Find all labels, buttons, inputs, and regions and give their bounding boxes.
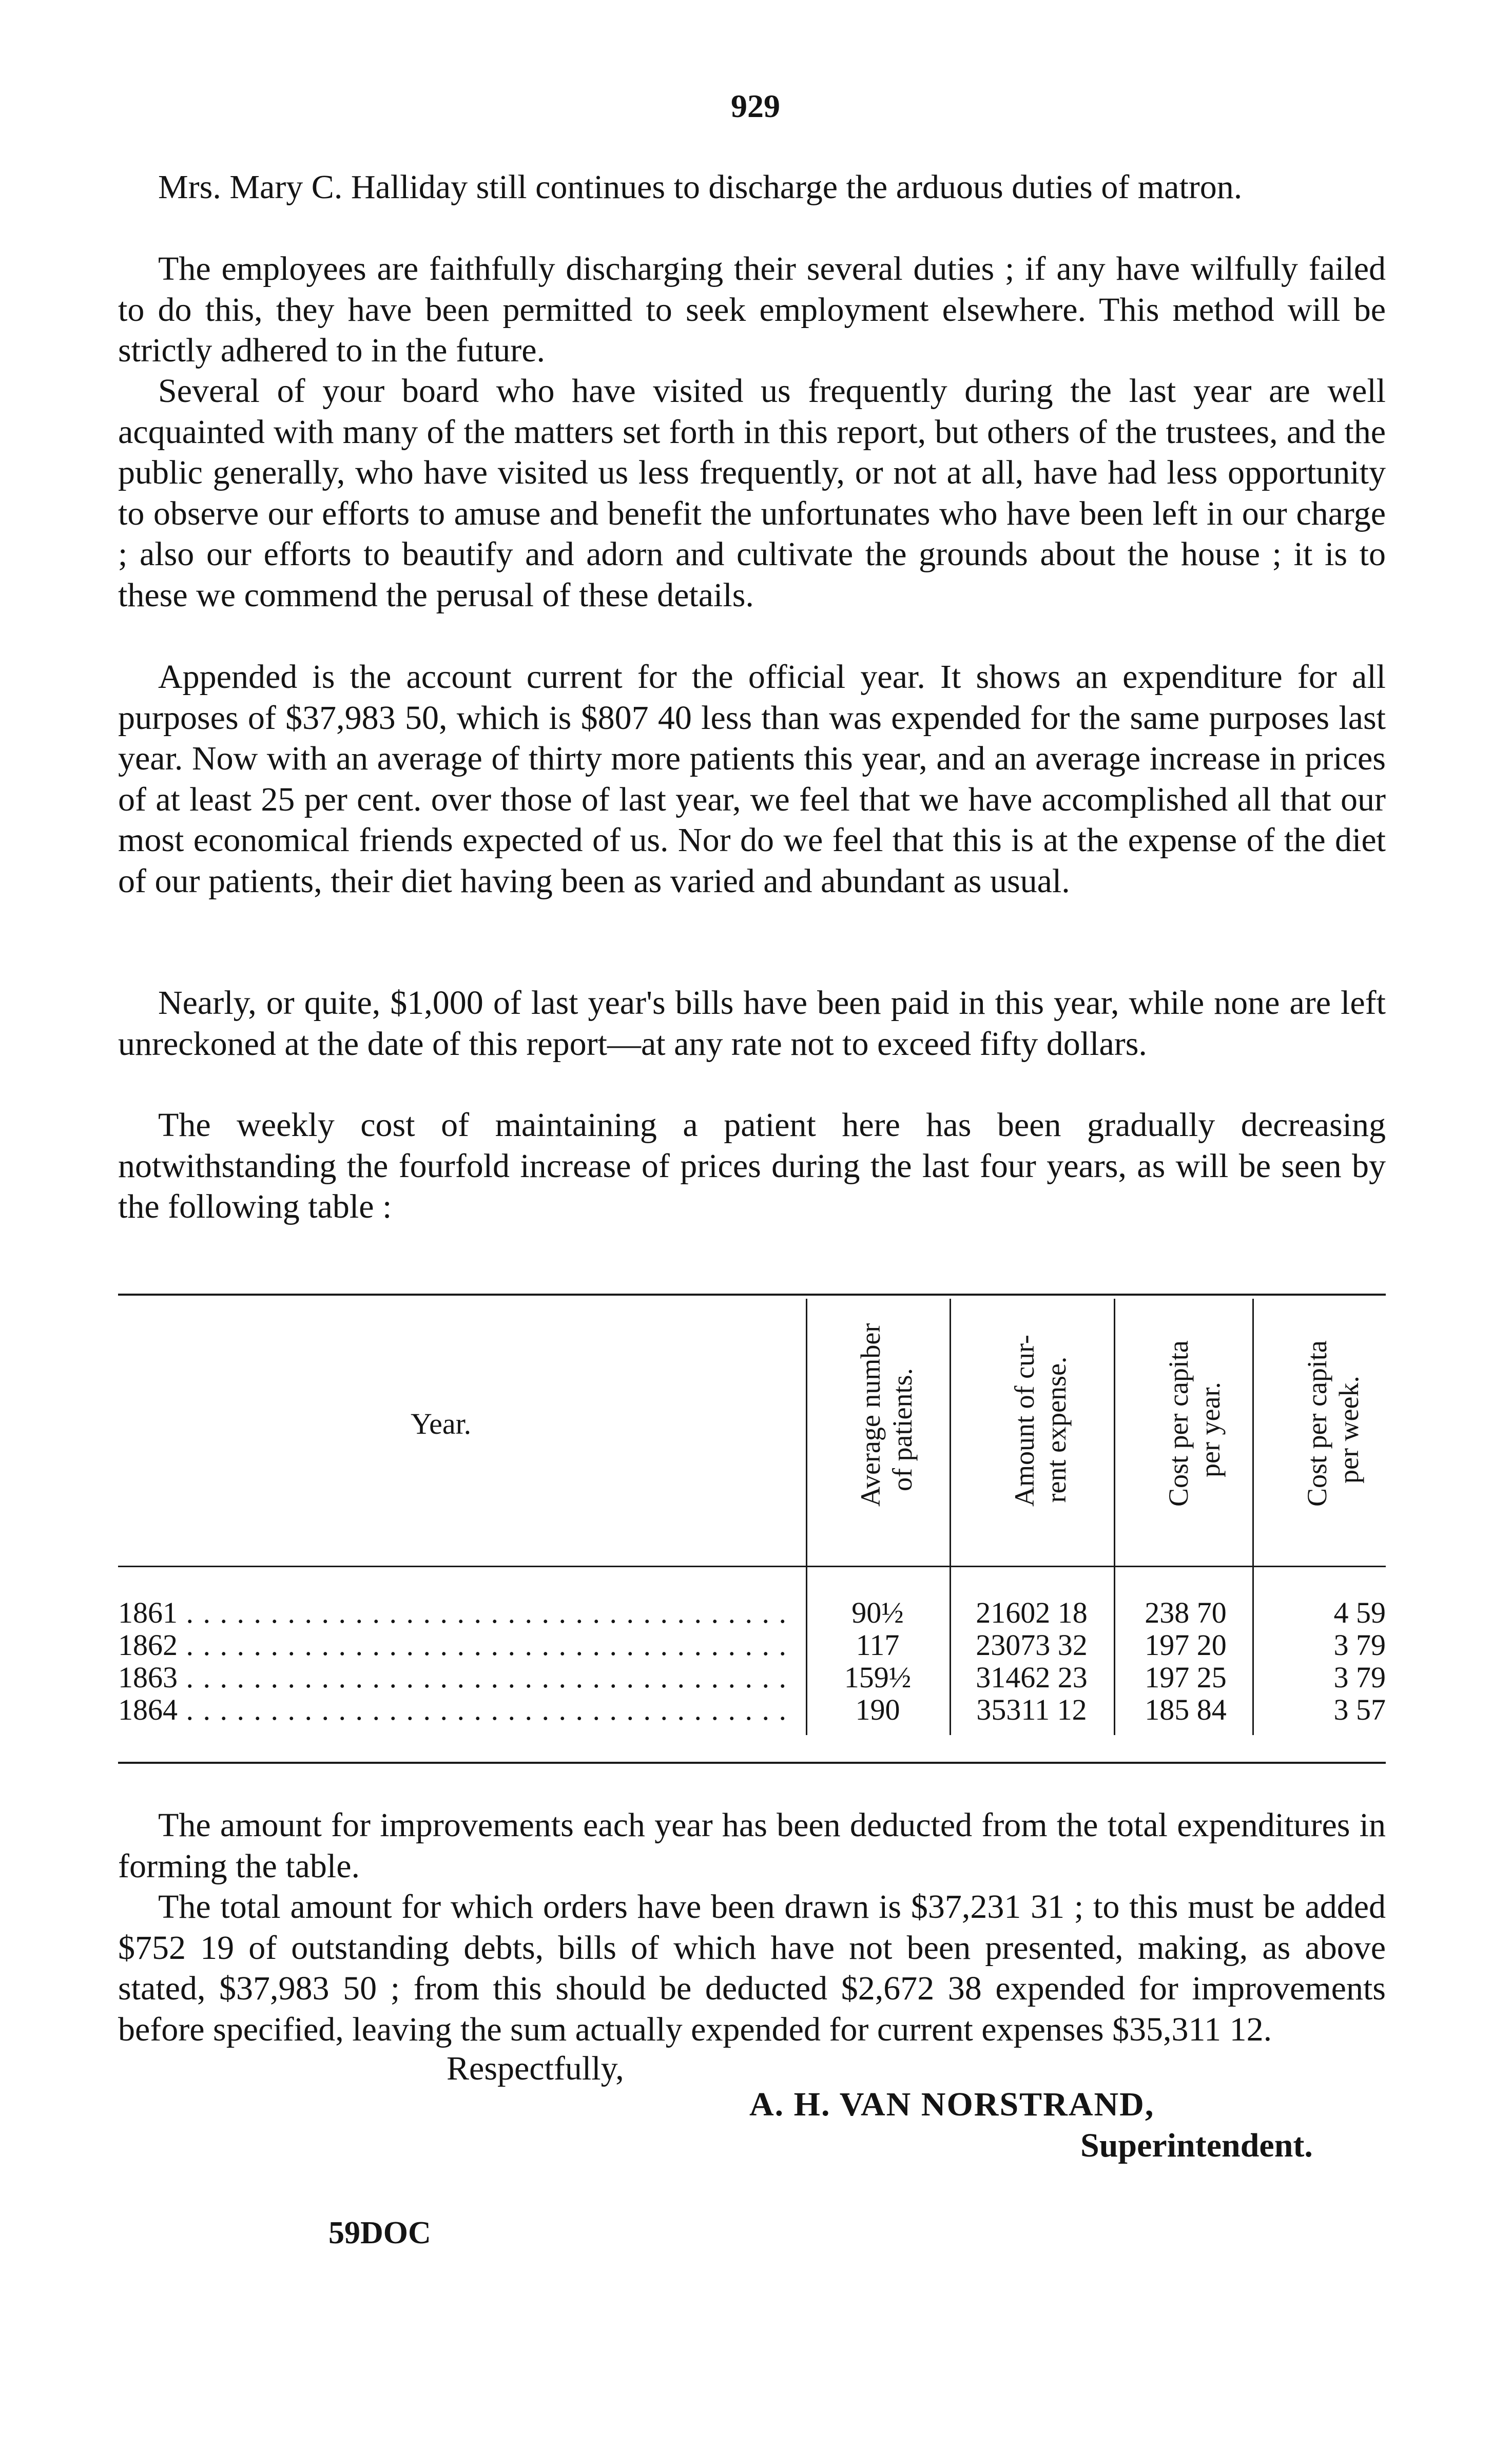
table-bottom-rule: [118, 1762, 1386, 1764]
patients-cell: 90½: [851, 1596, 904, 1629]
expense-cell: 31462 23: [976, 1661, 1088, 1694]
cost-per-year-cell: 238 70: [1145, 1596, 1227, 1629]
expense-cell: 21602 18: [976, 1596, 1088, 1629]
page-number: 929: [731, 88, 780, 124]
cost-per-year-column-header: [1163, 1340, 1226, 1507]
header-line: of patients.: [887, 1368, 918, 1491]
cost-per-week-cell: 3 57: [1333, 1693, 1386, 1726]
cost-per-week-cell: 4 59: [1333, 1596, 1386, 1629]
table-row: [118, 1661, 1386, 1694]
cost-per-week-column-header: [1301, 1340, 1365, 1507]
patients-cell: 190: [855, 1693, 900, 1726]
patients-cell: 117: [856, 1628, 900, 1662]
cost-per-week-cell: 3 79: [1333, 1628, 1386, 1662]
cost-per-year-cell: 185 84: [1145, 1693, 1227, 1726]
paragraph-board-visits: Several of your board who have visited us frequently during the last year are well acquainted with many of the matters set forth in this report, but others of the trustees, and the public generally, who have visited us less frequently, or not at all, have had less opportunity to observe our efforts to amuse and benefit the unfortunates who have been left in our charge ; also our efforts to beautify and adorn and cultivate the grounds about the house ; it is to these we commend the perusal of these details.: [118, 372, 1386, 614]
table-header-rule: [118, 1566, 1386, 1567]
patients-column-header: [855, 1323, 918, 1507]
table-row: [118, 1596, 1386, 1629]
table-row: [118, 1693, 1386, 1726]
header-line: Average number: [855, 1323, 886, 1507]
paragraph-matron: Mrs. Mary C. Halliday still continues to discharge the arduous duties of matron.: [158, 168, 1243, 206]
header-line: Cost per capita: [1302, 1340, 1332, 1507]
header-line: per week.: [1333, 1376, 1364, 1484]
cost-per-week-cell: 3 79: [1333, 1661, 1386, 1694]
header-line: Cost per capita: [1163, 1340, 1194, 1507]
paragraph-account-current: Appended is the account current for the official year. It shows an expenditure for all purposes of $37,983 50, which is $807 40 less than was expended for the same purposes last year. Now with an average of thirty more patients this year, and an average increase in prices of at least 25 per cent. over those of last year, we feel that we have accomplished all that our most economical friends expected of us. Nor do we feel that this is at the expense of the diet of our patients, their diet having been as varied and abundant as usual.: [118, 658, 1386, 900]
table-row: [118, 1629, 1386, 1662]
paragraph-bills-paid: Nearly, or quite, $1,000 of last year's bills have been paid in this year, while none are left unreckoned at the date of this report—at any rate not to exceed fifty dollars.: [118, 984, 1386, 1063]
header-line: Amount of cur-: [1009, 1335, 1040, 1507]
year-cell: 1862 . . .: [118, 1629, 796, 1662]
expense-cell: 35311 12: [976, 1693, 1087, 1726]
expense-column-header: [1009, 1335, 1072, 1507]
cost-per-year-cell: 197 25: [1145, 1661, 1227, 1694]
patients-cell: 159½: [844, 1661, 912, 1694]
year-cell: 1863 . . .: [118, 1661, 796, 1694]
paragraph-improvements: The amount for improvements each year has been deducted from the total expenditures in forming the table.: [118, 1806, 1386, 1885]
year-cell: 1861 . . .: [118, 1596, 796, 1629]
paragraph-employees: The employees are faithfully discharging their several duties ; if any have wilfully failed to do this, they have been permitted to seek employment elsewhere. This method will be strictly adhered to in the future.: [118, 250, 1386, 370]
cost-per-year-cell: 197 20: [1145, 1628, 1227, 1662]
expense-cell: 23073 32: [976, 1628, 1088, 1662]
header-line: per year.: [1195, 1382, 1226, 1477]
paragraph-total-amount: The total amount for which orders have been drawn is $37,231 31 ; to this must be added $752 19 of outstanding debts, bills of which have not been presented, making, as above stated, $37,983 50 ; from this should be deducted $2,672 38 expended for improvements before specified, leaving the sum actually expended for current expenses $35,311 12.: [118, 1888, 1386, 2048]
header-line: rent expense.: [1041, 1356, 1072, 1503]
signer-name: A. H. VAN NORSTRAND,: [749, 2086, 1155, 2123]
table-top-rule: [118, 1294, 1386, 1296]
year-cell: 1864 . . .: [118, 1693, 796, 1726]
document-reference: 59DOC: [328, 2216, 431, 2250]
signer-title: Superintendent.: [1080, 2127, 1313, 2164]
year-column-header: Year.: [411, 1407, 472, 1440]
paragraph-weekly-cost: The weekly cost of maintaining a patient here has been gradually decreasing notwithstanding the fourfold increase of prices during the last four years, as will be seen by the following table :: [118, 1106, 1386, 1226]
closing-salutation: Respectfully,: [447, 2050, 624, 2087]
